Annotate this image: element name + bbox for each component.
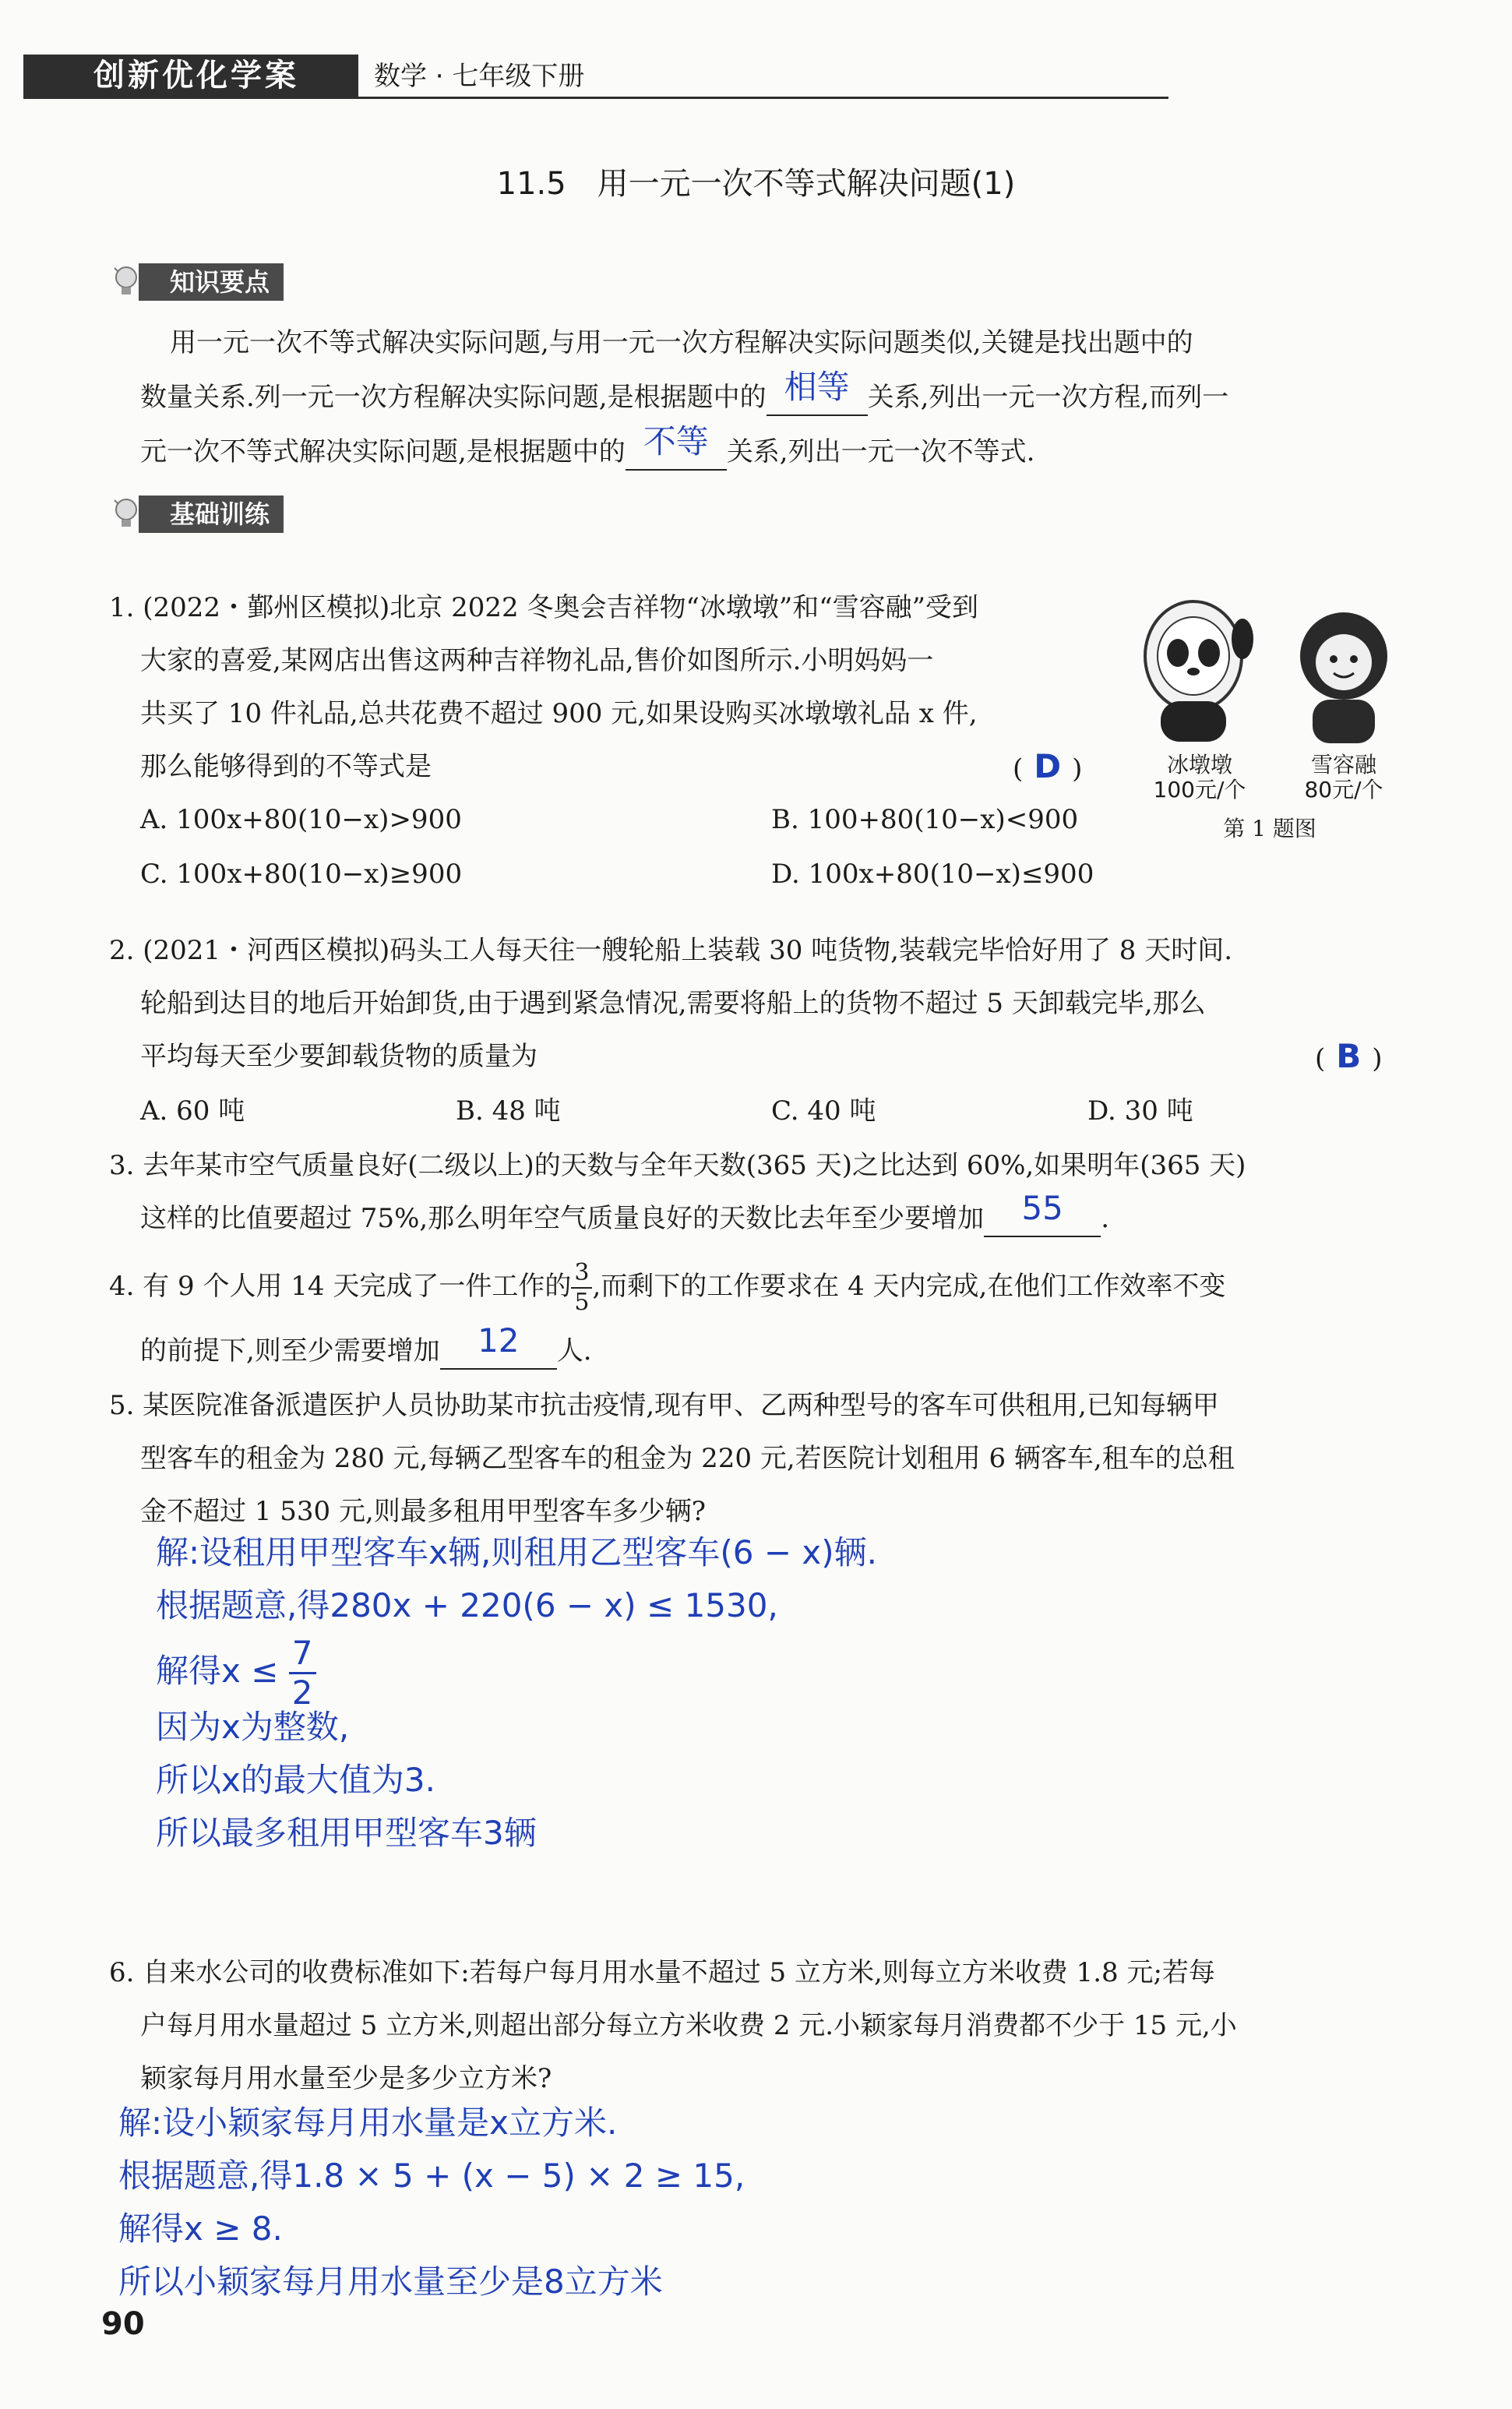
blank-2 — [626, 422, 727, 471]
knowledge-line-2: 数量关系.列一元一次方程解决实际问题,是根据题中的 相等 关系,列出一元一次方程,而列一 — [140, 371, 1228, 424]
q5-solution-4: 因为x为整数, — [156, 1708, 350, 1746]
bing-dwen-dwen-figure — [1130, 592, 1262, 748]
q2-option-b: B. 48 吨 — [456, 1095, 561, 1127]
q1-line-4: 那么能够得到的不等式是 — [140, 751, 432, 782]
q1-option-b: B. 100+80(10−x)<900 — [771, 804, 1079, 835]
page-number: 90 — [101, 2306, 145, 2342]
knowledge-line-1: 用一元一次不等式解决实际问题,与用一元一次方程解决实际问题类似,关键是找出题中的 — [170, 327, 1193, 358]
q5-solution-1: 解:设租用甲型客车x辆,则租用乙型客车(6 − x)辆. — [156, 1533, 877, 1571]
q5-fraction: $\frac{7}{2}$ — [289, 1635, 316, 1712]
q6-line-2: 户每月用水量超过 5 立方米,则超出部分每立方米收费 2 元.小颖家每月消费都不少于 15 元,小 — [140, 2010, 1237, 2041]
q5-line-2: 型客车的租金为 280 元,每辆乙型客车的租金为 220 元,若医院计划租用 6 辆客车,租车的总租 — [140, 1443, 1235, 1474]
blank-2-answer: 不等 — [643, 422, 709, 460]
q4-answer: 12 — [478, 1321, 520, 1360]
q1-option-d: D. 100x+80(10−x)≤900 — [771, 859, 1094, 890]
knowledge-line-3: 元一次不等式解决实际问题,是根据题中的 不等 关系,列出一元一次不等式. — [140, 425, 1034, 478]
q3-line-1: 3. 去年某市空气质量良好(二级以上)的天数与全年天数(365 天)之比达到 60%,如果明年(365 天) — [109, 1150, 1246, 1181]
q3-answer: 55 — [1021, 1189, 1063, 1227]
q5-line-3: 金不超过 1 530 元,则最多租用甲型客车多少辆? — [140, 1496, 706, 1527]
section-knowledge-badge — [139, 263, 284, 301]
q6-line-1: 6. 自来水公司的收费标准如下:若每户每月用水量不超过 5 立方米,则每立方米收费 1.8 元;若每 — [109, 1957, 1215, 1988]
header-subject: 数学 · 七年级下册 — [374, 61, 585, 92]
q3-blank — [984, 1189, 1101, 1237]
q6-solution-2: 根据题意,得1.8 × 5 + (x − 5) × 2 ≥ 15, — [118, 2157, 745, 2195]
figure-item1-name: 冰墩墩 — [1166, 752, 1232, 778]
figure-caption: 第 1 题图 — [1223, 816, 1316, 841]
q4-line-2: 的前提下,则至少需要增加 12 人. — [140, 1324, 592, 1377]
section-knowledge-title: 知识要点 — [170, 267, 270, 297]
q4-fraction: $\frac{3}{5}$ — [571, 1259, 592, 1317]
q2-line-1: 2. (2021・河西区模拟)码头工人每天往一艘轮船上装载 30 吨货物,装载完毕恰好用了 8 天时间. — [109, 935, 1233, 966]
q2-option-c: C. 40 吨 — [771, 1095, 876, 1127]
q4-line-1: 4. 有 9 个人用 14 天完成了一件工作的 $\frac{3}{5}$ ,而剩下的工作要求在 4 天内完成,在他们工作效率不变 — [109, 1259, 1226, 1316]
q6-solution-4: 所以小颖家每月用水量至少是8立方米 — [118, 2263, 663, 2301]
q2-line-3: 平均每天至少要卸载货物的质量为 — [140, 1041, 537, 1072]
q6-solution-3: 解得x ≥ 8. — [118, 2210, 283, 2248]
q5-solution-6: 所以最多租用甲型客车3辆 — [156, 1814, 537, 1852]
q1-answer-paren: ( D ) — [1013, 747, 1083, 785]
q1-answer: D — [1034, 747, 1062, 785]
q1-line-3: 共买了 10 件礼品,总共花费不超过 900 元,如果设购买冰墩墩礼品 x 件, — [140, 698, 978, 729]
blank-1 — [767, 368, 868, 416]
lightbulb-icon — [112, 497, 140, 531]
figure-item1-price: 100元/个 — [1153, 777, 1246, 802]
q5-line-1: 5. 某医院准备派遣医护人员协助某市抗击疫情,现有甲、乙两种型号的客车可供租用,已知每辆甲 — [109, 1390, 1219, 1421]
q5-solution-2: 根据题意,得280x + 220(6 − x) ≤ 1530, — [156, 1586, 778, 1624]
q2-option-a: A. 60 吨 — [140, 1095, 245, 1127]
q6-line-3: 颖家每月用水量至少是多少立方米? — [140, 2063, 552, 2094]
blank-1-answer: 相等 — [784, 368, 850, 406]
q3-line-2: 这样的比值要超过 75%,那么明年空气质量良好的天数比去年至少要增加 55 . — [140, 1192, 1109, 1245]
q1-option-a: A. 100x+80(10−x)>900 — [140, 804, 462, 835]
q1-option-c: C. 100x+80(10−x)≥900 — [140, 859, 463, 890]
series-logo: 创新优化学案 — [93, 58, 299, 93]
lesson-title: 11.5 用一元一次不等式解决问题(1) — [496, 166, 1016, 202]
figure-item2-price: 80元/个 — [1304, 777, 1383, 802]
q5-solution-3: 解得x ≤ $\frac{7}{2}$ — [156, 1635, 316, 1712]
q2-answer-paren: ( B ) — [1315, 1037, 1383, 1075]
section-training-title: 基础训练 — [170, 499, 270, 529]
shuey-rhon-rhon-figure — [1285, 608, 1402, 748]
q6-solution-1: 解:设小颖家每月用水量是x立方米. — [118, 2104, 618, 2142]
q2-line-2: 轮船到达目的地后开始卸货,由于遇到紧急情况,需要将船上的货物不超过 5 天卸载完毕,那么 — [140, 988, 1206, 1019]
figure-item2-name: 雪容融 — [1310, 752, 1376, 778]
q4-blank — [440, 1321, 557, 1370]
q2-option-d: D. 30 吨 — [1087, 1095, 1193, 1127]
lightbulb-icon — [112, 265, 140, 299]
q5-solution-5: 所以x的最大值为3. — [156, 1761, 435, 1799]
q1-line-1: 1. (2022・鄞州区模拟)北京 2022 冬奥会吉祥物“冰墩墩”和“雪容融”受到 — [109, 592, 978, 623]
header-rule — [23, 97, 1168, 99]
q1-line-2: 大家的喜爱,某网店出售这两种吉祥物礼品,售价如图所示.小明妈妈一 — [140, 645, 934, 676]
section-training-badge — [139, 496, 284, 533]
q2-answer: B — [1336, 1037, 1362, 1075]
